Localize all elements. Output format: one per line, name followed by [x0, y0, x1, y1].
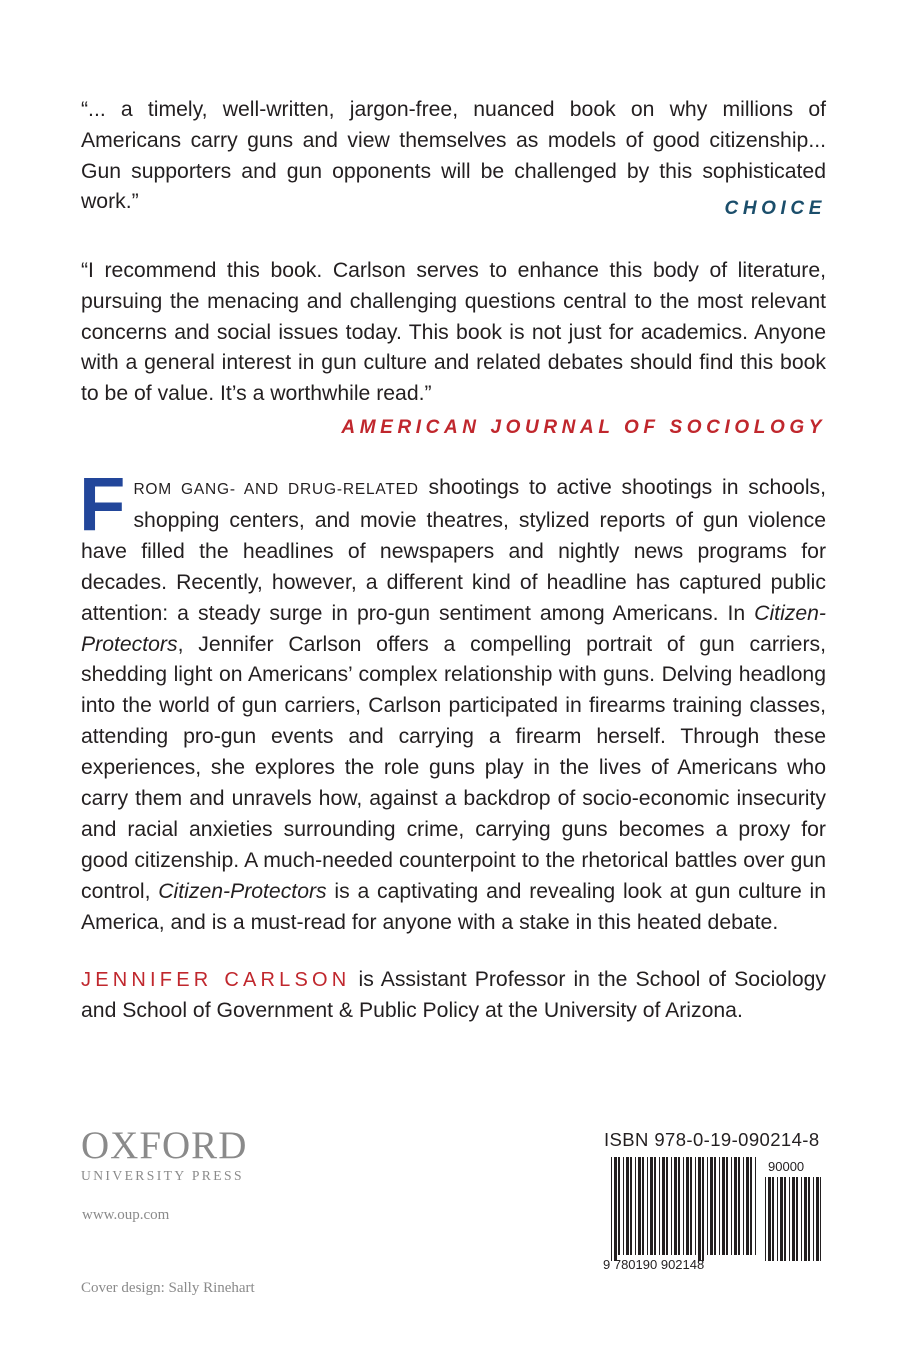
barcode-bar [734, 1157, 737, 1255]
barcode-digits: 9 780190 902148 [603, 1257, 705, 1272]
barcode-bar [690, 1157, 692, 1255]
review-quote-text: “I recommend this book. Carlson serves to enhance this body of literature, pursuing the menacing and challenging questions central to the most relevant concerns and social issues today. This book is not just for academics. Anyone with a general interest in gun culture and related debates should find this book to be of value. It’s a worthwhile read.” [81, 259, 826, 406]
barcode-bar [674, 1157, 677, 1255]
barcode-bar [746, 1157, 749, 1255]
description-text: shootings to active shootings in schools, shopping centers, and movie theatres, stylized reports of gun violence have filled the headlines of newspapers and nightly news programs for decades. Recently, however, a different kind of headline has captured public attention: a steady surge in pro-gun sentiment among Americans. In [81, 476, 827, 625]
barcode-bar [772, 1177, 774, 1261]
barcode-bar [726, 1157, 728, 1255]
barcode-bar [662, 1157, 665, 1255]
barcode-bar [710, 1157, 713, 1255]
barcode-bar [768, 1177, 771, 1261]
barcode-bar [638, 1157, 641, 1255]
review-source-choice: CHOICE [724, 198, 826, 219]
barcode-bar [813, 1177, 814, 1261]
barcode-bar [630, 1157, 632, 1255]
author-name: JENNIFER CARLSON [81, 969, 351, 991]
barcode-bar [780, 1177, 783, 1261]
review-source-ajs: AMERICAN JOURNAL OF SOCIOLOGY [341, 417, 826, 438]
author-bio [81, 965, 826, 1027]
barcode-bar [659, 1157, 660, 1255]
barcode-bar [743, 1157, 744, 1255]
book-title: Citizen-Protectors [158, 879, 327, 903]
barcode-bar [792, 1177, 795, 1261]
author-bio-text: is Assistant Professor in the School of Sociology and School of Government & Public Policy at the University of Arizona. [81, 968, 826, 1022]
review-quote-ajs [81, 256, 826, 410]
barcode-bar [618, 1157, 620, 1255]
barcode-bar [719, 1157, 720, 1255]
book-title: Citizen-Protectors [81, 601, 826, 656]
barcode-bar [611, 1157, 612, 1261]
barcode-bar [707, 1157, 708, 1255]
barcode-bar [755, 1157, 756, 1255]
review-quote-choice [81, 95, 826, 218]
barcode-bar [695, 1157, 696, 1255]
barcode-bar [784, 1177, 786, 1261]
barcode-bar [714, 1157, 716, 1255]
barcode-bar [666, 1157, 668, 1255]
barcode-bar [801, 1177, 802, 1261]
barcode-bar [650, 1157, 653, 1255]
barcode-bar [654, 1157, 656, 1255]
barcode-bar [642, 1157, 644, 1255]
barcode-bar [777, 1177, 778, 1261]
barcode-bar [808, 1177, 810, 1261]
barcode-bar [671, 1157, 672, 1255]
barcode-bar [765, 1177, 766, 1261]
isbn-label: ISBN 978-0-19-090214-8 [604, 1129, 820, 1150]
publisher-logo [81, 1126, 247, 1184]
barcode-bar [750, 1157, 752, 1255]
description-lead-in: ROM GANG- AND DRUG-RELATED [133, 481, 419, 498]
barcode-bar [789, 1177, 790, 1261]
barcode-bar [722, 1157, 725, 1255]
cover-design-credit: Cover design: Sally Rinehart [81, 1280, 255, 1296]
book-description [79, 462, 827, 939]
description-text: , Jennifer Carlson offers a compelling portrait of gun carriers, shedding light on Americans’ complex relationship with guns. Delving headlong into the world of gun carriers, Carlson participated in firearms training classes, attending pro-gun events and carrying a firearm herself. Through these experiences, she explores the role guns play in the lives of Americans who carry them and unravels how, against a backdrop of socio-economic insecurity and racial anxieties surrounding crime, carrying guns becomes a proxy for good citizenship. A much-needed counterpoint to the rhetorical battles over gun control, [81, 632, 826, 903]
publisher-website: www.oup.com [82, 1207, 170, 1223]
barcode-bar [820, 1177, 821, 1261]
barcode-bar [796, 1177, 798, 1261]
barcode-icon [597, 1157, 827, 1277]
barcode-bar [626, 1157, 629, 1255]
review-quote-text: “... a timely, well-written, jargon-free, nuanced book on why millions of Americans carry guns and view themselves as models of good citizenship... Gun supporters and gun opponents will be challenged by this sophisticated work.” [81, 98, 826, 214]
barcode-bar [731, 1157, 732, 1255]
barcode-bar [647, 1157, 648, 1255]
drop-cap: F [79, 462, 126, 547]
barcode-bar [614, 1157, 617, 1261]
barcode-bar [678, 1157, 680, 1255]
barcode-bar [816, 1177, 819, 1261]
barcode-bar [702, 1157, 704, 1261]
publisher-subtitle: UNIVERSITY PRESS [81, 1168, 244, 1183]
barcode-bar [698, 1157, 701, 1261]
barcode [597, 1157, 827, 1277]
barcode-addon-digits: 90000 [768, 1159, 805, 1174]
barcode-bar [623, 1157, 624, 1255]
barcode-bar [738, 1157, 740, 1255]
description-text: is a captivating and revealing look at gun culture in America, and is a must-read for anyone with a stake in this heated debate. [81, 879, 826, 934]
barcode-bar [686, 1157, 689, 1255]
barcode-bar [683, 1157, 684, 1255]
barcode-bar [635, 1157, 636, 1255]
barcode-bar [804, 1177, 807, 1261]
publisher-name: OXFORD [81, 1124, 248, 1167]
